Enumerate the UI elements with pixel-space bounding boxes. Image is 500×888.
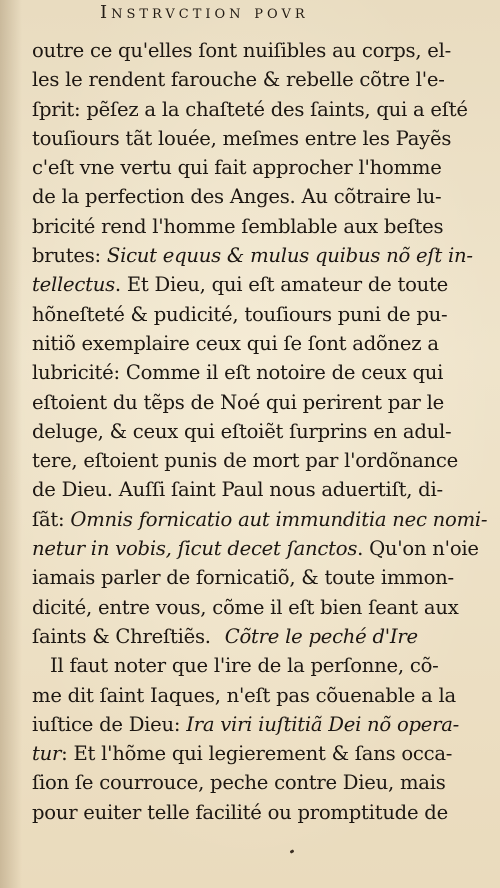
text-line (32, 710, 482, 739)
text-segment: lubricité: Comme il eſt notoire de ceux qui (32, 361, 444, 385)
text-segment: c'eſt vne vertu qui fait approcher l'homme (32, 156, 442, 180)
text-line (32, 651, 482, 680)
text-line (32, 505, 488, 534)
text-line (32, 124, 482, 153)
latin-quotation: tur (32, 742, 62, 766)
text-line (32, 212, 482, 241)
text-segment: de Dieu. Auſſi ſaint Paul nous aduertiſt, di- (32, 478, 443, 502)
section-heading: Cõtre le peché d'Ire (224, 624, 418, 648)
text-segment: bricité rend l'homme ſemblable aux beſtes (32, 214, 444, 238)
text-line (32, 65, 482, 94)
latin-quotation: Sicut equus & mulus quibus nõ eſt in- (106, 244, 473, 268)
text-segment: ſion ſe courrouce, peche contre Dieu, mais (32, 771, 446, 795)
text-segment: me dit ſaint Iaques, n'eſt pas cõuenable a la (32, 683, 456, 707)
text-line (32, 270, 482, 299)
ink-speck (290, 849, 295, 854)
text-segment: iuſtice de Dieu: (32, 712, 187, 736)
text-line (32, 739, 482, 768)
text-line (32, 182, 482, 211)
text-line (32, 622, 482, 651)
text-segment: de la perfection des Anges. Au cõtraire lu- (32, 185, 442, 209)
text-segment: dicité, entre vous, cõme il eſt bien ſeant aux (32, 595, 459, 619)
text-segment: . Et Dieu, qui eſt amateur de toute (114, 273, 448, 297)
text-segment: Il faut noter que l'ire de la perſonne, cõ- (50, 654, 439, 678)
text-line (32, 95, 482, 124)
text-line (32, 563, 482, 592)
latin-quotation: tellectus (32, 273, 115, 297)
text-segment: ſprit: pẽſez a la chaſteté des ſaints, qui a eſté (32, 97, 468, 121)
text-line (32, 300, 482, 329)
text-segment: pour euiter telle facilité ou promptitude de (32, 800, 448, 824)
text-line (32, 768, 482, 797)
text-segment: hõneſteté & pudicité, touſiours puni de pu- (32, 302, 448, 326)
text-segment: . Qu'on n'oie (357, 537, 479, 561)
latin-quotation: Ira viri iuſtitiã Dei nõ opera- (186, 712, 460, 736)
text-segment: ſãt: (32, 507, 71, 531)
text-segment: tere, eſtoient punis de mort par l'ordõnance (32, 449, 458, 473)
latin-quotation: Omnis fornicatio aut immunditia nec nomi- (70, 507, 488, 531)
text-line (32, 358, 482, 387)
text-line (32, 153, 482, 182)
latin-quotation: netur in vobis, ſicut decet ſanctos (32, 537, 358, 561)
text-line (32, 534, 482, 563)
text-line (32, 417, 482, 446)
text-segment: ſaints & Chreſtiẽs. (32, 624, 211, 648)
text-line (32, 329, 482, 358)
text-segment: brutes: (32, 244, 107, 268)
body-text (32, 36, 488, 827)
text-line (32, 798, 482, 827)
text-line (32, 681, 482, 710)
text-line (32, 475, 482, 504)
text-line (32, 241, 482, 270)
text-line (32, 388, 482, 417)
text-segment: touſiours tãt louée, meſmes entre les Payẽs (32, 126, 452, 150)
running-head: Instrvction povr (100, 2, 309, 23)
text-segment: deluge, & ceux qui eſtoiẽt ſurprins en adul- (32, 419, 452, 443)
text-segment: les le rendent farouche & rebelle cõtre l'e- (32, 68, 445, 92)
text-line (32, 36, 482, 65)
binding-shadow (0, 0, 22, 888)
text-segment: eſtoient du tẽps de Noé qui perirent par le (32, 390, 444, 414)
text-segment: nitiõ exemplaire ceux qui ſe ſont adõnez a (32, 331, 439, 355)
text-segment: : Et l'hõme qui legierement & ſans occa- (61, 742, 453, 766)
text-segment: outre ce qu'elles ſont nuiſibles au corps, el- (32, 39, 452, 62)
text-line (32, 593, 482, 622)
text-segment: iamais parler de fornicatiõ, & toute immon- (32, 566, 454, 590)
text-line (32, 446, 482, 475)
